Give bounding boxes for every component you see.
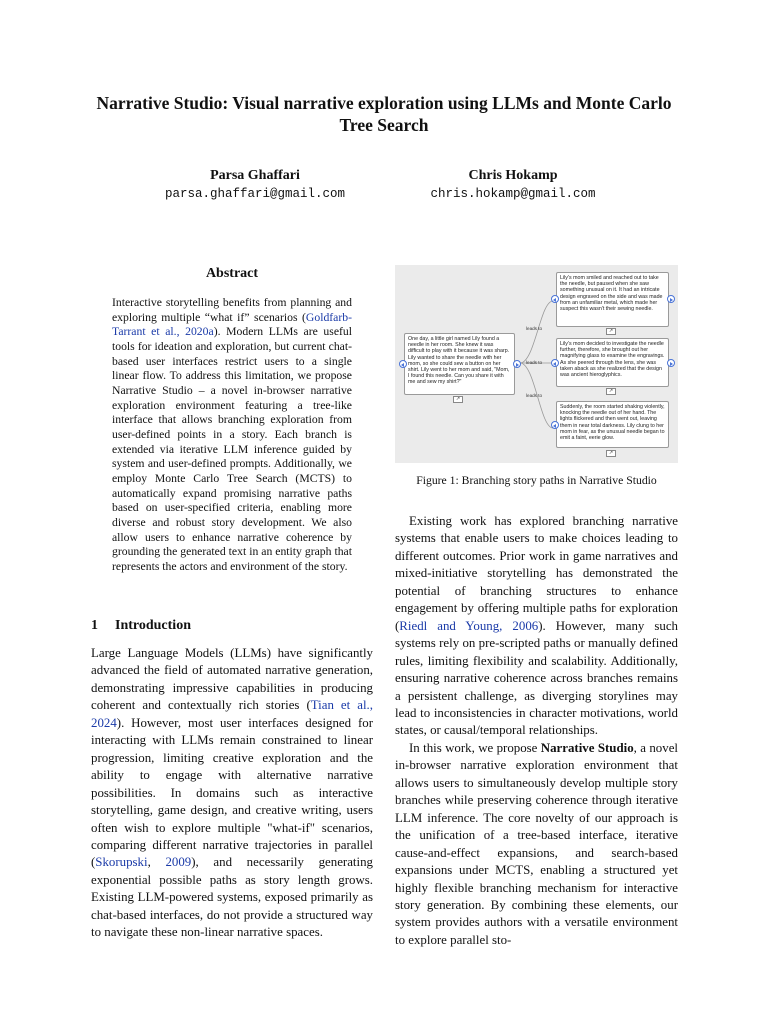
intro-paragraph-1: Large Language Models (LLMs) have significantly advanced the field of automated narrative generation, demonstrating impressive capabilities in producing coherent and contextually rich stories (Tian et al., 2024). However, most user interfaces designed for interacting with LLMs remain constrained to linear progression, limiting creative exploration and the ability to engage with alternative narrative possibilities. In domains such as interactive storytelling, game design, and creative writing, users often wish to explore multiple "what-if" scenarios, comparing different narrative trajectories in parallel (Skorupski, 2009), and necessarily generating exponential possible paths as story length grows. Existing LLM-powered systems, exposed primarily as chat-based interfaces, do not provide a structured way to navigate these non-linear narrative spaces.	[91, 646, 373, 940]
node-port-icon[interactable]	[551, 359, 559, 367]
expand-button[interactable]: ↗	[606, 388, 616, 395]
tree-node-child-1[interactable]: Lily's mom smiled and reached out to take the needle, but paused when she saw something unusual on it. It had an intricate design engraved on the side and was made from an unfamiliar metal, which made her suspect this wasn't their sewing needle.	[556, 272, 669, 327]
tree-node-child-2[interactable]: Lily's mom decided to investigate the needle further, therefore, she brought out her magnifying glass to examine the engravings. As she peered through the lens, she was taken aback as she realized that the design was ancient hieroglyphics.	[556, 338, 669, 387]
edge-label: leads to	[526, 326, 543, 331]
citation-link[interactable]: 2009	[165, 855, 192, 870]
author-email: chris.hokamp@gmail.com	[430, 187, 596, 201]
abstract-body: Interactive storytelling benefits from planning and exploring multiple “what if” scenarios (Goldfarb-Tarrant et al., 2020a). Modern LLMs are useful tools for ideation and exploration, but current chat-based user interfaces restrict users to a single linear flow. To address this limitation, we propose Narrative Studio – a novel in-browser narrative exploration environment featuring a tree-like interface that allows branching exploration from user-defined points in a story. Each branch is extended via iterative LLM inference guided by system and user-defined prompts. Additionally, we employ Monte Carlo Tree Search (MCTS) to automatically expand promising narrative paths based on user-specified criteria, enabling more diverse and robust story development. We also allow users to enhance narrative coherence by grounding the generated text in an entity graph that represents the actors and environment of the story.	[112, 296, 352, 573]
node-port-icon[interactable]	[551, 421, 559, 429]
author-1	[160, 166, 350, 202]
node-port-icon[interactable]	[399, 360, 407, 368]
author-2	[418, 166, 608, 202]
citation-link[interactable]: Goldfarb-Tarrant et al., 2020a	[112, 310, 352, 339]
node-port-icon[interactable]	[513, 360, 521, 368]
section-title: Introduction	[115, 618, 191, 633]
author-email: parsa.ghaffari@gmail.com	[164, 187, 346, 201]
intro-paragraph-2: Existing work has explored branching narrative systems that enable users to make choices leading to different outcomes. Prior work in game narratives and mixed-initiative storytelling has demonstrated the potential of branching structures to enhance engagement by offering multiple paths for exploration (Riedl and Young, 2006). However, many such systems rely on pre-scripted paths or manually defined rules, limiting flexibility and scalability. Additionally, ensuring narrative coherence across branches remains a persistent challenge, as diverging storylines may lead to inconsistencies in character motivations, world states, or causal/temporal relationships.	[395, 514, 678, 738]
figure-caption: Figure 1: Branching story paths in Narrative Studio	[416, 474, 657, 487]
author-name: Chris Hokamp	[468, 168, 558, 183]
edge-label: leads to	[526, 393, 543, 398]
bold-term: Narrative Studio	[540, 740, 634, 755]
figure-branching-tree	[395, 265, 678, 463]
node-port-icon[interactable]	[667, 359, 675, 367]
abstract-heading: Abstract	[205, 266, 259, 281]
expand-button[interactable]: ↗	[606, 328, 616, 335]
node-port-icon[interactable]	[551, 295, 559, 303]
section-number: 1	[91, 618, 98, 633]
citation-link[interactable]: Riedl and Young, 2006	[399, 618, 539, 633]
intro-right-column	[395, 513, 678, 949]
citation-link[interactable]: Skorupski	[95, 855, 148, 870]
intro-paragraph-3: In this work, we propose Narrative Studio, a novel in-browser narrative exploration environment that allows users to simultaneously develop multiple story branches while preserving coherence through iterative LLM inference. The core novelty of our approach is the unification of a tree-based interface, iterative cause-and-effect expansions, and search-based expansions under MCTS, enabling a structured yet highly flexible branching mechanism for interactive story generation. By combining these elements, our system provides authors with a versatile environment to explore parallel sto-	[395, 740, 678, 947]
citation-link[interactable]: Tian et al., 2024	[91, 698, 373, 730]
author-name: Parsa Ghaffari	[210, 168, 300, 183]
intro-left-column	[91, 645, 373, 942]
paper-title: Narrative Studio: Visual narrative exploration using LLMs and Monte Carlo Tree Search	[96, 93, 672, 135]
tree-node-root[interactable]: One day, a little girl named Lily found a needle in her room. She knew it was difficult to play with it because it was sharp. Lily wanted to share the needle with her mom, so she could sew a button on her shirt. Lily went to her mom and said, "Mom, I found this needle. Can you share it with me and sew my shirt?"	[404, 333, 515, 395]
node-port-icon[interactable]	[667, 295, 675, 303]
section-heading-introduction	[91, 618, 191, 634]
edge-label: leads to	[526, 360, 543, 365]
tree-node-child-3[interactable]: Suddenly, the room started shaking violently, knocking the needle out of her hand. The lights flickered and then went out, leaving them in near total darkness. Lily clung to her mom in fear, as the unusual needle began to emit a faint, eerie glow.	[556, 401, 669, 448]
expand-button[interactable]: ↗	[606, 450, 616, 457]
expand-button[interactable]: ↗	[453, 396, 463, 403]
